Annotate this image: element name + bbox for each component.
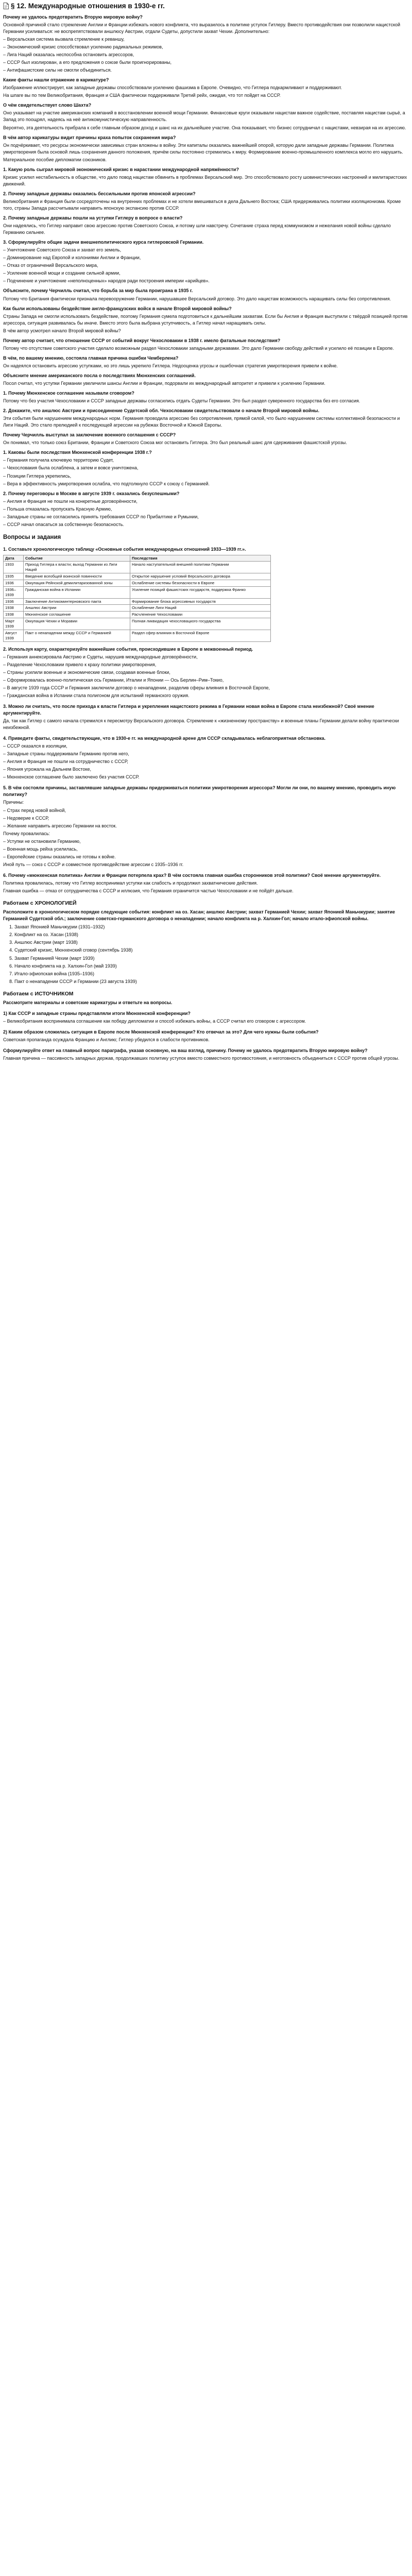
chronology-table — [3, 555, 271, 642]
table-cell: Март 1939 — [4, 618, 24, 630]
table-cell: Мюнхенское соглашение — [24, 612, 130, 618]
answer-line: – Германия получила ключевую территорию Судет, — [3, 457, 114, 463]
task-question: 4. Приведите факты, свидетельствующие, что в 1930-е гг. на международной арене для СССР складывалась неблагоприятная обстановка. — [3, 736, 326, 741]
qa-block — [3, 102, 409, 131]
answer-line: Он надеялся остановить агрессию уступками, но это лишь укрепило Гитлера. Недооценка угрозы и ошибочная стратегия умиротворения привели к войне. — [3, 363, 338, 368]
answer-line: – Уничтожение Советского Союза и захват его земель, — [3, 247, 122, 253]
table-cell: Аншлюс Австрии — [24, 605, 130, 612]
answer-line: – Позиции Гитлера укрепились, — [3, 473, 72, 479]
document-page — [0, 0, 412, 1067]
task-answer-line: – Гражданская война в Испании стала полигоном для испытаний германского оружия. — [3, 692, 190, 698]
source-question-block — [3, 1029, 409, 1043]
column-header: Последствия — [130, 555, 271, 562]
task-block — [3, 735, 409, 781]
answer-line: На шпаге вы по тем Великобритания, Франция и США фактически поддерживали Третий рейх, ожидая, что тот пойдет на СССР. — [3, 93, 281, 98]
question-heading: В чём автор карикатуры видит причины краха попыток сохранения мира? — [3, 134, 176, 140]
answer-line: Он понимал, что только союз Британии, Франции и Советского Союза мог остановить Гитлера. Это был реальный шанс для сдерживания фашистской угрозы. — [3, 440, 347, 446]
intro-question: Почему не удалось предотвратить Вторую мировую войну? — [3, 14, 143, 20]
table-cell: 1936 — [4, 580, 24, 586]
page-title: § 12. Международные отношения в 1930-е гг. — [11, 2, 165, 10]
table-cell: Ослабление системы безопасности в Европе — [130, 580, 271, 586]
task-answer-line: – Мюнхенское соглашение было заключено без участия СССР. — [3, 774, 140, 780]
table-cell: 1936–1939 — [4, 586, 24, 598]
source-question: 2) Каким образом сложилась ситуация в Европе после Мюнхенской конференции? Кто отвечал за это? Для чего нужны были события? — [3, 1029, 319, 1035]
source-question-block — [3, 1010, 409, 1025]
task-question: 3. Можно ли считать, что после прихода к власти Гитлера и укрепления нацистского режима в Германии новая война в Европе стала неизбежной? Своё мнение аргументируйте. — [3, 703, 374, 716]
question-heading: Объясните мнение американского посла о последствиях Мюнхенских соглашений. — [3, 372, 196, 378]
table-cell: 1938 — [4, 605, 24, 612]
table-cell: Раздел сфер влияния в Восточной Европе — [130, 630, 271, 641]
chronology-item: 4. Судетский кризис, Мюнхенский сговор (сентябрь 1938) — [14, 947, 409, 954]
answer-line: – Подчинение и уничтожение «неполноценных» народов ради построения империи «арийцев». — [3, 278, 210, 284]
task-answer-line: Главная ошибка — отказ от сотрудничества с СССР и иллюзия, что Германия ограничится частью Чехословакии и не пойдёт дальше. — [3, 888, 294, 893]
intro-line: Основной причиной стало стремление Англии и Франции избежать нового конфликта, что выразилось в политике уступок Гитлеру. Вместо противодействия они позволили нацистской Германии усиливаться: не воспрепятствовали аншлюсу Австрии, отдали Судеты, допустили захват Чехии. Дополнительно: — [3, 22, 401, 34]
task-answer-line: – В августе 1939 года СССР и Германия заключили договор о ненападении, разделив сферы влияния в Восточной Европе, — [3, 685, 270, 690]
question-heading: Объясните, почему Черчилль считал, что борьба за мир была проиграна в 1935 г. — [3, 288, 193, 294]
answer-line: – Западные страны не согласились принять требования СССР по Прибалтике и Румынии, — [3, 514, 199, 519]
answer-line: Оно указывает на участие американских компаний в восстановлении военной мощи Германии. Финансовые круги оказывали нацистам важное содействие, поставляя нацистам сырьё, а Запад это поощрял, надеясь на неё антикомунистическую направленность. — [3, 110, 405, 123]
table-cell: Август 1939 — [4, 630, 24, 641]
task-question: 6. Почему «мюнхенская политика» Англии и Франции потерпела крах? В чём состояла главная ошибка сторонников этой политики? Своё мнение аргументируйте. — [3, 872, 381, 878]
source-question: 1) Как СССР и западные страны представляли итоги Мюнхенской конференции? — [3, 1010, 191, 1016]
qa-block — [3, 166, 409, 188]
qa-block — [3, 390, 409, 404]
question-heading: Почему автор считает, что отношение СССР от событий вокруг Чехословакии в 1938 г. имело фатальные последствия? — [3, 337, 281, 343]
qa-block — [3, 287, 409, 302]
document-icon — [3, 3, 9, 9]
chronology-item: 5. Захват Германией Чехии (март 1939) — [14, 955, 409, 962]
table-row — [4, 630, 271, 641]
task-1-title: 1. Составьте хронологическую таблицу «Основные события международных отношений 1933—1939 гг.». — [3, 546, 246, 552]
table-cell: Оккупация Чехии и Моравии — [24, 618, 130, 630]
question-heading: 1. Какую роль сыграл мировой экономический кризис в нарастании международной напряжённости? — [3, 166, 239, 172]
table-row — [4, 573, 271, 580]
question-heading: Как были использованы бездействие англо-французских войск в начале Второй мировой войны? — [3, 306, 232, 311]
question-heading: О чём свидетельствует слово Шахта? — [3, 103, 92, 108]
question-heading: 2. Докажите, что аншлюс Австрии и присоединение Судетской обл. Чехословакии свидетельствовали о начале Второй мировой войны. — [3, 408, 319, 414]
table-row — [4, 580, 271, 586]
answer-line: – Чехословакия была ослаблена, а затем и вовсе уничтожена, — [3, 465, 139, 471]
task-answer-line: – СССР оказался в изоляции, — [3, 743, 67, 749]
table-cell: Введение всеобщей воинской повинности — [24, 573, 130, 580]
chronology-item: 1. Захват Японией Маньчжурии (1931–1932) — [14, 924, 409, 930]
task-answer-line: – Военная мощь рейха усилилась, — [3, 846, 78, 852]
qa-list — [3, 77, 409, 528]
intro-line: – Версальская система вызвала стремление к реваншу, — [3, 37, 125, 42]
answer-line: – Отказ от ограничений Версальского мира, — [3, 263, 98, 268]
task-answer-line: – Англия и Франция не пошли на сотрудничество с СССР, — [3, 759, 128, 765]
table-cell: Пакт о ненападении между СССР и Германией — [24, 630, 130, 641]
source-list — [3, 1010, 409, 1062]
answer-line: Страны Запада не смогли использовать бездействие, поэтому Германия сумела подготовиться к дальнейшим захватам. Если бы Англия и Франция выступили с твёрдой позицией против агрессора, ситуация развивалась бы иначе. Вместо этого была выбрана уступчивость, а Гитлер начал наращивать силы. — [3, 313, 408, 326]
source-answer: Главная причина — пассивность западных держав, продолжавших политику уступок вместо совместного противостояния, и неготовность объединиться с СССР против общей угрозы. — [3, 1056, 400, 1061]
task-answer-line: – Европейские страны оказались не готовы к войне. — [3, 854, 116, 859]
task-list — [3, 646, 409, 894]
intro-line: – Лига Наций оказалась неспособна остановить агрессоров, — [3, 52, 134, 58]
answer-line: – СССР начал опасаться за собственную безопасность. — [3, 521, 124, 527]
table-cell: Начало наступательной внешней политики Германии — [130, 562, 271, 573]
task-answer-line: Да, так как Гитлер с самого начала стремился к пересмотру Версальского договора. Стремление к «жизненному пространству» и военные планы Германии делали войну практически неизбежной. — [3, 718, 399, 731]
answer-line: – Усиление военной мощи и создание сильной армии, — [3, 270, 121, 276]
answer-line: Изображение иллюстрирует, как западные державы способствовали усилению фашизма в Европе. Очевидно, что Гитлера подкармливают и поддерживают. — [3, 85, 342, 91]
task-answer-line: – Уступки не остановили Германию, — [3, 838, 81, 844]
question-heading: Почему Черчилль выступал за заключение военного соглашения с СССР? — [3, 432, 176, 438]
qa-block — [3, 432, 409, 446]
chronology-item: 2. Конфликт на оз. Хасан (1938) — [14, 931, 409, 938]
answer-line: – Польша отказалась пропускать Красную Армию, — [3, 506, 112, 512]
question-heading: 3. Сформулируйте общие задачи внешнеполитического курса гитлеровской Германии. — [3, 240, 204, 245]
qa-block — [3, 372, 409, 387]
task-block — [3, 646, 409, 699]
table-row — [4, 562, 271, 573]
chronology-item: 3. Аншлюс Австрии (март 1938) — [14, 939, 409, 946]
answer-line: Они надеялись, что Гитлер направит свою агрессию против Советского Союза, и потому шли навстречу. Сочетание страха перед коммунизмом и нежелания новой войны сделало Германию сильнее. — [3, 223, 391, 235]
chronology-section-title: Работаем с ХРОНОЛОГИЕЙ — [3, 900, 77, 907]
source-answer: Советская пропаганда осуждала Францию и Англию; Гитлер убедился в слабости противников. — [3, 1037, 210, 1043]
task-question: 2. Используя карту, охарактеризуйте важнейшие события, происходившие в Европе в межвоенный период. — [3, 646, 253, 652]
answer-line: Потому что без участия Чехословакии и СССР западные державы согласились отдать Судеты Германии. Это был раздел суверенного государства без его согласия. — [3, 398, 360, 404]
table-cell: 1933 — [4, 562, 24, 573]
answer-line: – Англия и Франция не пошли на конкретные договорённости, — [3, 498, 138, 504]
table-cell: Ослабление Лиги Наций — [130, 605, 271, 612]
intro-answer — [3, 22, 409, 74]
table-cell: Полная ликвидация чехословацкого государства — [130, 618, 271, 630]
qa-block — [3, 490, 409, 528]
intro-line: – Экономический кризис способствовал усилению радикальных режимов, — [3, 44, 163, 50]
task-block — [3, 785, 409, 868]
table-cell: Усиление позиций фашистских государств, поддержка Франко — [130, 586, 271, 598]
task-answer-line: – Сформировалась военно-политическая ось Германии, Италии и Японии — Ось Берлин–Рим–Токио, — [3, 677, 224, 683]
task-answer-line: – Страх перед новой войной, — [3, 807, 66, 813]
intro-line: – Антифашистские силы не смогли объединиться. — [3, 67, 112, 73]
source-answer: – Великобритания воспринимала соглашение как победу дипломатии и способ избежать войны, а СССР считал его сговором с агрессором. — [3, 1019, 306, 1024]
column-header: Дата — [4, 555, 24, 562]
answer-line: – Вера в эффективность умиротворения ослабла, что подтолкнуло СССР к союзу с Германией. — [3, 481, 210, 486]
chronology-item: 6. Начало конфликта на р. Халхин-Гол (май 1939) — [14, 963, 409, 970]
column-header: Событие — [24, 555, 130, 562]
table-cell: Расчленение Чехословакии — [130, 612, 271, 618]
table-cell: Гражданская война в Испании — [24, 586, 130, 598]
task-answer-line: – Германия аннексировала Австрию и Судеты, нарушив международные договорённости, — [3, 654, 198, 659]
table-cell: Оккупация Рейнской демилитаризованной зоны — [24, 580, 130, 586]
task-answer-line: – Япония угрожала на Дальнем Востоке, — [3, 767, 91, 772]
question-heading: 1. Каковы были последствия Мюнхенской конференции 1938 г.? — [3, 450, 152, 455]
table-cell: 1936 — [4, 598, 24, 605]
qa-block — [3, 215, 409, 236]
answer-line: Эти события были нарушением международных норм. Германия проводила агрессию без сопротивления, прямой силой, что было нарушением системы коллективной безопасности и Лиги Наций. Это стало прелюдией к последующей агрессии на рубежах Восточной и Южной Европы. — [3, 416, 400, 428]
question-heading: 2. Почему переговоры в Москве в августе 1939 г. оказались безуспешными? — [3, 490, 180, 496]
answer-line: Кризис усилил нестабильность в обществе, что дало повод нацистам обвинить в проблемах Версальский мир. Это способствовало росту шовинистических настроений и милитаристских движений. — [3, 174, 407, 187]
task-block — [3, 703, 409, 731]
answer-line: Он подчёркивает, что ресурсы экономически зависимых стран вложены в войну. Эти капиталы оказались важнейшей опорой, которую дали западные державы Германии. Политика умиротворения была основой лишь сохранения данного положения, причём силы постоянно стремились к миру. Формирование военно-промышленного комплекса могло его нарушить. — [3, 142, 403, 155]
qa-block — [3, 355, 409, 369]
qa-block — [3, 239, 409, 284]
question-heading: Какие факты нашли отражение в карикатуре? — [3, 77, 109, 83]
table-row — [4, 612, 271, 618]
table-body — [4, 562, 271, 641]
task-answer-line: Почему провалилась: — [3, 831, 50, 836]
chronology-item: 8. Пакт о ненападении СССР и Германии (23 августа 1939) — [14, 978, 409, 985]
answer-line: Великобритания и Франция были сосредоточены на внутренних проблемах и не хотели вмешиваться в дела Дальнего Востока; США придерживались политики изоляционизма. Кроме того, страны Запада рассчитывали направить японскую экспансию против СССР. — [3, 198, 401, 211]
task-answer-line: Причины: — [3, 800, 24, 805]
source-question-block — [3, 1047, 409, 1062]
chronology-prompt: Расположите в хронологическом порядке следующие события: конфликт на оз. Хасан; аншлюс Австрии; захват Германией Чехии; захват Японией Маньчжурии; занятие Германией Судетской обл.; заключение советско-германского договора о ненападении; начало конфликта на р. Халхин-Гол; начало итало-эфиопской войны. — [3, 909, 396, 922]
question-heading: В чём, по вашему мнению, состояла главная причина ошибки Чемберлена? — [3, 355, 179, 361]
section-title: Вопросы и задания — [3, 534, 61, 540]
task-answer-line: – Недоверие к СССР, — [3, 815, 49, 821]
task-answer-line: – Страны усилили военные и экономические связи, создавая военные блоки, — [3, 669, 170, 675]
task-block — [3, 872, 409, 894]
qa-block — [3, 134, 409, 163]
title-row — [3, 2, 409, 11]
answer-line: Потому что Британия фактически признала перевооружение Германии, нарушавшее Версальский договор. Это дало нацистам возможность наращивать силы без сопротивления. — [3, 296, 391, 301]
answer-line: Материальное пособие дипломатии союзников. — [3, 157, 107, 162]
question-heading: 2. Почему западные державы пошли на уступки Гитлеру в вопросе о власти? — [3, 215, 183, 221]
qa-block — [3, 77, 409, 99]
table-cell: 1938 — [4, 612, 24, 618]
answer-line: – Доминирование над Европой и колониями Англии и Франции, — [3, 255, 141, 261]
task-answer-line: Политика провалилась, потому что Гитлер воспринимал уступки как слабость и продолжил захватнические действия. — [3, 880, 258, 886]
task-answer-line: – Разделение Чехословакии привело к краху политики умиротворения, — [3, 662, 157, 667]
qa-block — [3, 306, 409, 334]
question-heading: 1. Почему Мюнхенское соглашение называли сговором? — [3, 391, 134, 396]
sources-prompt: Рассмотрите материалы и советские карикатуры и ответьте на вопросы. — [3, 999, 173, 1005]
sources-section-title: Работаем с ИСТОЧНИКОМ — [3, 990, 74, 997]
table-cell: Формирование блока агрессивных государств — [130, 598, 271, 605]
task-question: 5. В чём состояли причины, заставлявшие западные державы придерживаться политики умиротворения агрессора? Могли ли они, по вашему мнению, проводить иную политику? — [3, 785, 396, 798]
table-cell: Открытое нарушение условий Версальского договора — [130, 573, 271, 580]
answer-line: Потому что отсутствие советского участия сделало возможным раздел Чехословакии западными державами. Это дало Германии свободу действий и усилило её позиции в Европе. — [3, 345, 394, 351]
table-row — [4, 605, 271, 612]
qa-block — [3, 408, 409, 429]
chronology-item: 7. Итало-эфиопская война (1935–1936) — [14, 971, 409, 977]
table-cell: Приход Гитлера к власти; выход Германии из Лиги Наций — [24, 562, 130, 573]
table-header-row — [4, 555, 271, 562]
qa-block — [3, 449, 409, 487]
source-question: Сформулируйте ответ на главный вопрос параграфа, указав основную, на ваш взгляд, причину. Почему не удалось предотвратить Вторую мировую войну? — [3, 1048, 368, 1054]
answer-line: Вероятно, эта деятельность прибрала к себе главным образом доход и шанс на их дальнейшее участие. Она показывает, что бизнес сотрудничал с нацистами, невзирая на их агрессию. — [3, 125, 406, 130]
qa-block — [3, 337, 409, 352]
intro-line: – СССР был изолирован, а его предложения о союзе были проигнорированы, — [3, 60, 172, 65]
task-answer-line: Иной путь — союз с СССР и совместное противодействие агрессии с 1935–1936 гг. — [3, 861, 184, 867]
task-answer-line: – Желание направить агрессию Германии на восток. — [3, 823, 117, 828]
table-cell: 1935 — [4, 573, 24, 580]
table-row — [4, 618, 271, 630]
answer-line: В чём автор усмотрел начало Второй мировой войны? — [3, 328, 121, 333]
table-cell: Заключение Антикоминтерновского пакта — [24, 598, 130, 605]
task-answer-line: – Западные страны поддерживали Германию против него, — [3, 751, 129, 757]
question-heading: 2. Почему западные державы оказались бессильными против японской агрессии? — [3, 191, 196, 196]
answer-line: Посол считал, что уступки Германии увеличили шансы Англии и Франции, подорвали их международный авторитет и привели к усилению Германии. — [3, 380, 325, 386]
table-row — [4, 586, 271, 598]
table-row — [4, 598, 271, 605]
qa-block — [3, 191, 409, 212]
chronology-list — [3, 924, 409, 985]
